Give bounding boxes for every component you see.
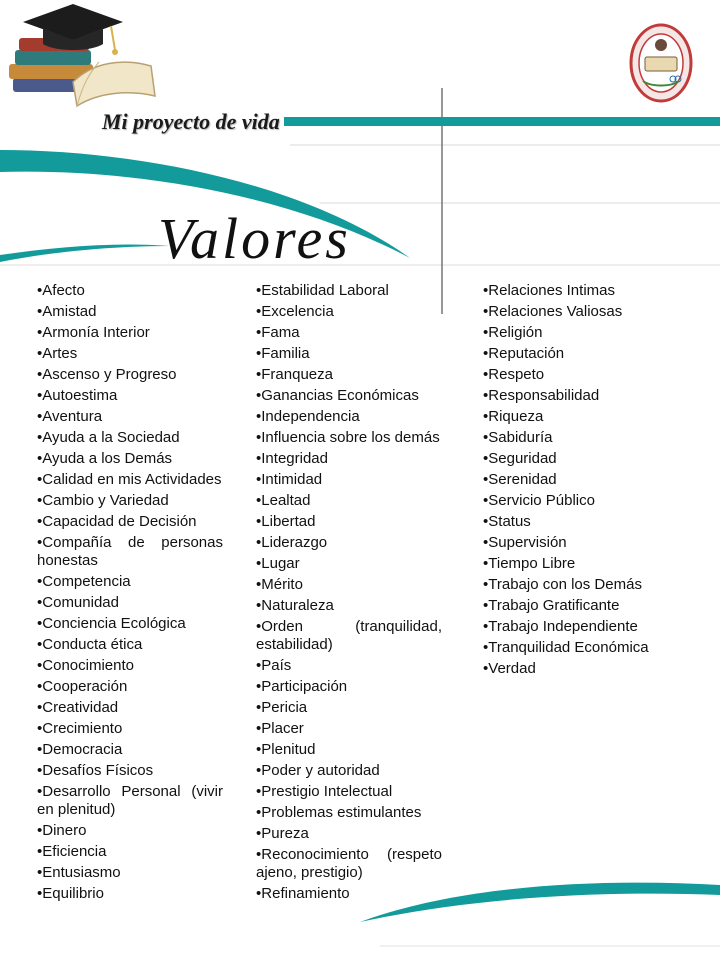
value-item: • Creatividad <box>37 699 223 717</box>
value-item: • Comunidad <box>37 594 223 612</box>
value-item: • Calidad en mis Actividades <box>37 471 223 489</box>
value-item: • Lugar <box>256 555 442 573</box>
value-item: • Participación <box>256 678 442 696</box>
value-item: • Pureza <box>256 825 442 843</box>
value-item: • Desarrollo Personal (vivir en plenitud) <box>37 783 223 819</box>
value-item: • Conocimiento <box>37 657 223 675</box>
value-item: • Ayuda a los Demás <box>37 450 223 468</box>
value-item: • Serenidad <box>483 471 669 489</box>
value-item: • Status <box>483 513 669 531</box>
value-item: • Artes <box>37 345 223 363</box>
value-item: • Dinero <box>37 822 223 840</box>
value-item: • Lealtad <box>256 492 442 510</box>
value-item: • Intimidad <box>256 471 442 489</box>
value-item: • Supervisión <box>483 534 669 552</box>
value-item: • Ganancias Económicas <box>256 387 442 405</box>
value-item: • Fama <box>256 324 442 342</box>
value-item: • Respeto <box>483 366 669 384</box>
page-title: Valores <box>158 206 351 271</box>
value-item: • Ayuda a la Sociedad <box>37 429 223 447</box>
teal-swoosh-small <box>0 244 170 262</box>
value-item: • Entusiasmo <box>37 864 223 882</box>
value-item: • Poder y autoridad <box>256 762 442 780</box>
value-item: • Trabajo Gratificante <box>483 597 669 615</box>
value-item: • Amistad <box>37 303 223 321</box>
value-item: • Democracia <box>37 741 223 759</box>
value-item: • Capacidad de Decisión <box>37 513 223 531</box>
value-item: • Placer <box>256 720 442 738</box>
value-item: • Religión <box>483 324 669 342</box>
value-item: • Responsabilidad <box>483 387 669 405</box>
value-item: • Orden (tranquilidad, estabilidad) <box>256 618 442 654</box>
values-column-2 <box>256 282 442 906</box>
value-item: • Integridad <box>256 450 442 468</box>
value-item: • Verdad <box>483 660 669 678</box>
value-item: • Riqueza <box>483 408 669 426</box>
value-item: • Liderazgo <box>256 534 442 552</box>
value-item: • Desafíos Físicos <box>37 762 223 780</box>
value-item: • Libertad <box>256 513 442 531</box>
school-seal-icon <box>629 23 693 103</box>
value-item: • Sabiduría <box>483 429 669 447</box>
value-item: • Influencia sobre los demás <box>256 429 442 447</box>
value-item: • Reputación <box>483 345 669 363</box>
value-item: • Tiempo Libre <box>483 555 669 573</box>
value-item: • Prestigio Intelectual <box>256 783 442 801</box>
graduation-cap-books-icon <box>3 0 163 110</box>
value-item: • Autoestima <box>37 387 223 405</box>
value-item: • Afecto <box>37 282 223 300</box>
value-item: • Compañía de personas honestas <box>37 534 223 570</box>
value-item: • Problemas estimulantes <box>256 804 442 822</box>
value-item: • Plenitud <box>256 741 442 759</box>
value-item: • Conducta ética <box>37 636 223 654</box>
value-item: • Tranquilidad Económica <box>483 639 669 657</box>
value-item: • Refinamiento <box>256 885 442 903</box>
value-item: • Ascenso y Progreso <box>37 366 223 384</box>
value-item: • Trabajo Independiente <box>483 618 669 636</box>
value-item: • Servicio Público <box>483 492 669 510</box>
value-item: • Cambio y Variedad <box>37 492 223 510</box>
teal-header-bar <box>284 117 720 126</box>
value-item: • Armonía Interior <box>37 324 223 342</box>
value-item: • País <box>256 657 442 675</box>
value-item: • Estabilidad Laboral <box>256 282 442 300</box>
value-item: • Relaciones Intimas <box>483 282 669 300</box>
value-item: • Seguridad <box>483 450 669 468</box>
value-item: • Familia <box>256 345 442 363</box>
value-item: • Relaciones Valiosas <box>483 303 669 321</box>
value-item: • Trabajo con los Demás <box>483 576 669 594</box>
value-item: • Crecimiento <box>37 720 223 738</box>
value-item: • Reconocimiento (respeto ajeno, prestigio) <box>256 846 442 882</box>
value-item: • Pericia <box>256 699 442 717</box>
value-item: • Naturaleza <box>256 597 442 615</box>
values-column-1 <box>37 282 223 906</box>
value-item: • Cooperación <box>37 678 223 696</box>
value-item: • Competencia <box>37 573 223 591</box>
values-column-3 <box>483 282 669 681</box>
project-subtitle: Mi proyecto de vida <box>102 109 280 134</box>
value-item: • Conciencia Ecológica <box>37 615 223 633</box>
value-item: • Excelencia <box>256 303 442 321</box>
value-item: • Equilibrio <box>37 885 223 903</box>
value-item: • Eficiencia <box>37 843 223 861</box>
value-item: • Aventura <box>37 408 223 426</box>
value-item: • Independencia <box>256 408 442 426</box>
value-item: • Franqueza <box>256 366 442 384</box>
value-item: • Mérito <box>256 576 442 594</box>
